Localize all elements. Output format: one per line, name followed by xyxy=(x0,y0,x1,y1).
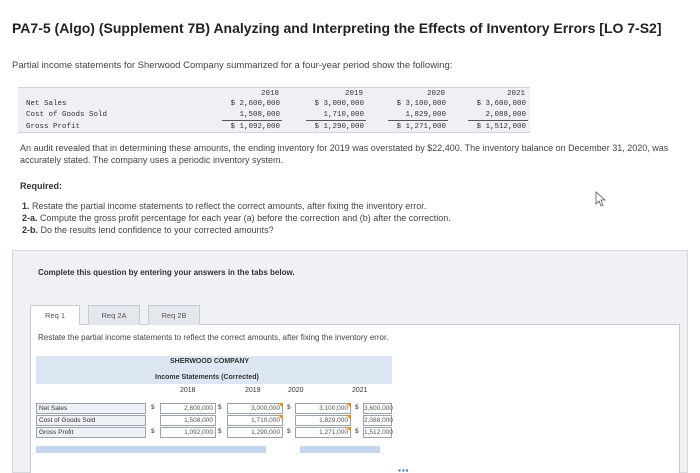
currency-symbol: $ xyxy=(218,428,222,435)
restate-instruction: Restate the partial income statements to reflect the correct amounts, after fixing the inventory error. xyxy=(38,333,389,342)
given-row-label: Cost of Goods Sold xyxy=(26,111,108,119)
given-cell: $ 1,512,000 xyxy=(476,123,526,131)
gross-profit-2018-value: 1,092,000 xyxy=(160,427,216,438)
given-cell: 1,829,000 xyxy=(405,111,446,119)
given-year-2021: 2021 xyxy=(506,90,525,98)
currency-symbol: $ xyxy=(287,428,291,435)
given-year-2018: 2018 xyxy=(260,90,279,98)
intro-text: Partial income statements for Sherwood Company summarized for a four-year period show the following: xyxy=(12,60,453,71)
answer-marker-icon xyxy=(278,415,283,420)
company-name: SHERWOOD COMPANY xyxy=(170,358,250,365)
requirement-item: 1. Restate the partial income statements to reflect the correct amounts, after fixing the inventory error. xyxy=(22,201,427,211)
total-rule xyxy=(222,120,282,121)
currency-symbol: $ xyxy=(355,428,359,435)
scroll-bar-left[interactable] xyxy=(36,446,266,453)
net-sales-2020-input[interactable]: 3,100,000 xyxy=(295,403,351,414)
mouse-cursor-icon xyxy=(595,191,607,207)
net-sales-2019-input[interactable]: 3,000,000 xyxy=(227,403,283,414)
statement-title: Income Statements (Corrected) xyxy=(155,374,259,381)
requirement-item: 2-b. Do the results lend confidence to your corrected amounts? xyxy=(22,225,274,235)
currency-symbol: $ xyxy=(218,404,222,411)
gross-profit-2019-value: 1,290,000 xyxy=(227,427,283,438)
tab-req-1[interactable]: Req 1 xyxy=(30,305,80,325)
answer-year-2019: 2019 xyxy=(245,387,261,394)
scroll-bar-right[interactable] xyxy=(300,446,380,453)
tab-req-2b[interactable]: Req 2B xyxy=(148,305,200,325)
given-cell: 1,710,000 xyxy=(323,111,364,119)
gross-profit-2021-value: 1,512,000 xyxy=(364,429,393,436)
currency-symbol: $ xyxy=(287,404,291,411)
answer-row-label-net-sales: Net Sales xyxy=(36,403,146,414)
page-title: PA7-5 (Algo) (Supplement 7B) Analyzing and Interpreting the Effects of Inventory Errors [LO 7-S2] xyxy=(12,20,662,36)
answer-marker-icon xyxy=(346,403,351,408)
currency-symbol: $ xyxy=(355,404,359,411)
given-cell: $ 3,100,000 xyxy=(396,100,446,108)
cogs-2018-input[interactable]: 1,508,000 xyxy=(160,415,216,426)
answer-marker-icon xyxy=(346,415,351,420)
answer-year-2020: 2020 xyxy=(288,387,304,394)
answer-year-2021: 2021 xyxy=(352,387,368,394)
given-cell: 1,508,000 xyxy=(239,111,280,119)
total-rule xyxy=(306,120,366,121)
answer-row-label-cogs: Cost of Goods Sold xyxy=(36,415,146,426)
total-rule xyxy=(388,120,448,121)
tab-bar xyxy=(30,305,680,325)
net-sales-2018-input[interactable]: 2,600,000 xyxy=(160,403,216,414)
given-row-label: Gross Profit xyxy=(26,123,81,131)
gross-profit-2020-value: 1,271,000 xyxy=(295,427,351,438)
requirement-item: 2-a. Compute the gross profit percentage for each year (a) before the correction and (b) after the correction. xyxy=(22,213,451,223)
net-sales-2021-input[interactable]: 3,600,000 xyxy=(364,405,393,412)
given-statements-table xyxy=(18,87,530,133)
given-cell: 2,088,000 xyxy=(485,111,526,119)
answer-row-label-gross-profit: Gross Profit xyxy=(36,427,146,438)
currency-symbol: $ xyxy=(151,428,155,435)
given-cell: $ 1,271,000 xyxy=(396,123,446,131)
tab-req-2a[interactable]: Req 2A xyxy=(88,305,140,325)
instruction-text: Complete this question by entering your answers in the tabs below. xyxy=(38,268,295,277)
cogs-2019-input[interactable]: 1,710,000 xyxy=(227,415,283,426)
given-cell: $ 1,290,000 xyxy=(314,123,364,131)
cogs-2021-input[interactable]: 2,088,000 xyxy=(364,417,393,424)
answer-year-2018: 2018 xyxy=(180,387,196,394)
given-cell: $ 1,092,000 xyxy=(230,123,280,131)
given-cell: $ 3,600,000 xyxy=(476,100,526,108)
requirements-list xyxy=(22,200,451,236)
given-cell: $ 2,600,000 xyxy=(230,100,280,108)
total-rule xyxy=(468,120,528,121)
given-year-2019: 2019 xyxy=(344,90,363,98)
answer-marker-icon xyxy=(346,427,351,432)
required-heading: Required: xyxy=(20,181,63,191)
currency-symbol: $ xyxy=(151,404,155,411)
answer-marker-icon xyxy=(278,403,283,408)
audit-paragraph: An audit revealed that in determining these amounts, the ending inventory for 2019 was overstated by $22,400. The inventory balance on December 31, 2020, was accurately stated. The company uses a periodic inventory system. xyxy=(20,143,669,165)
given-year-2020: 2020 xyxy=(426,90,445,98)
given-cell: $ 3,000,000 xyxy=(314,100,364,108)
given-row-label: Net Sales xyxy=(26,100,67,108)
cogs-2020-input[interactable]: 1,829,000 xyxy=(295,415,351,426)
pagination-dots[interactable]: ▪▪▪ xyxy=(398,466,410,473)
